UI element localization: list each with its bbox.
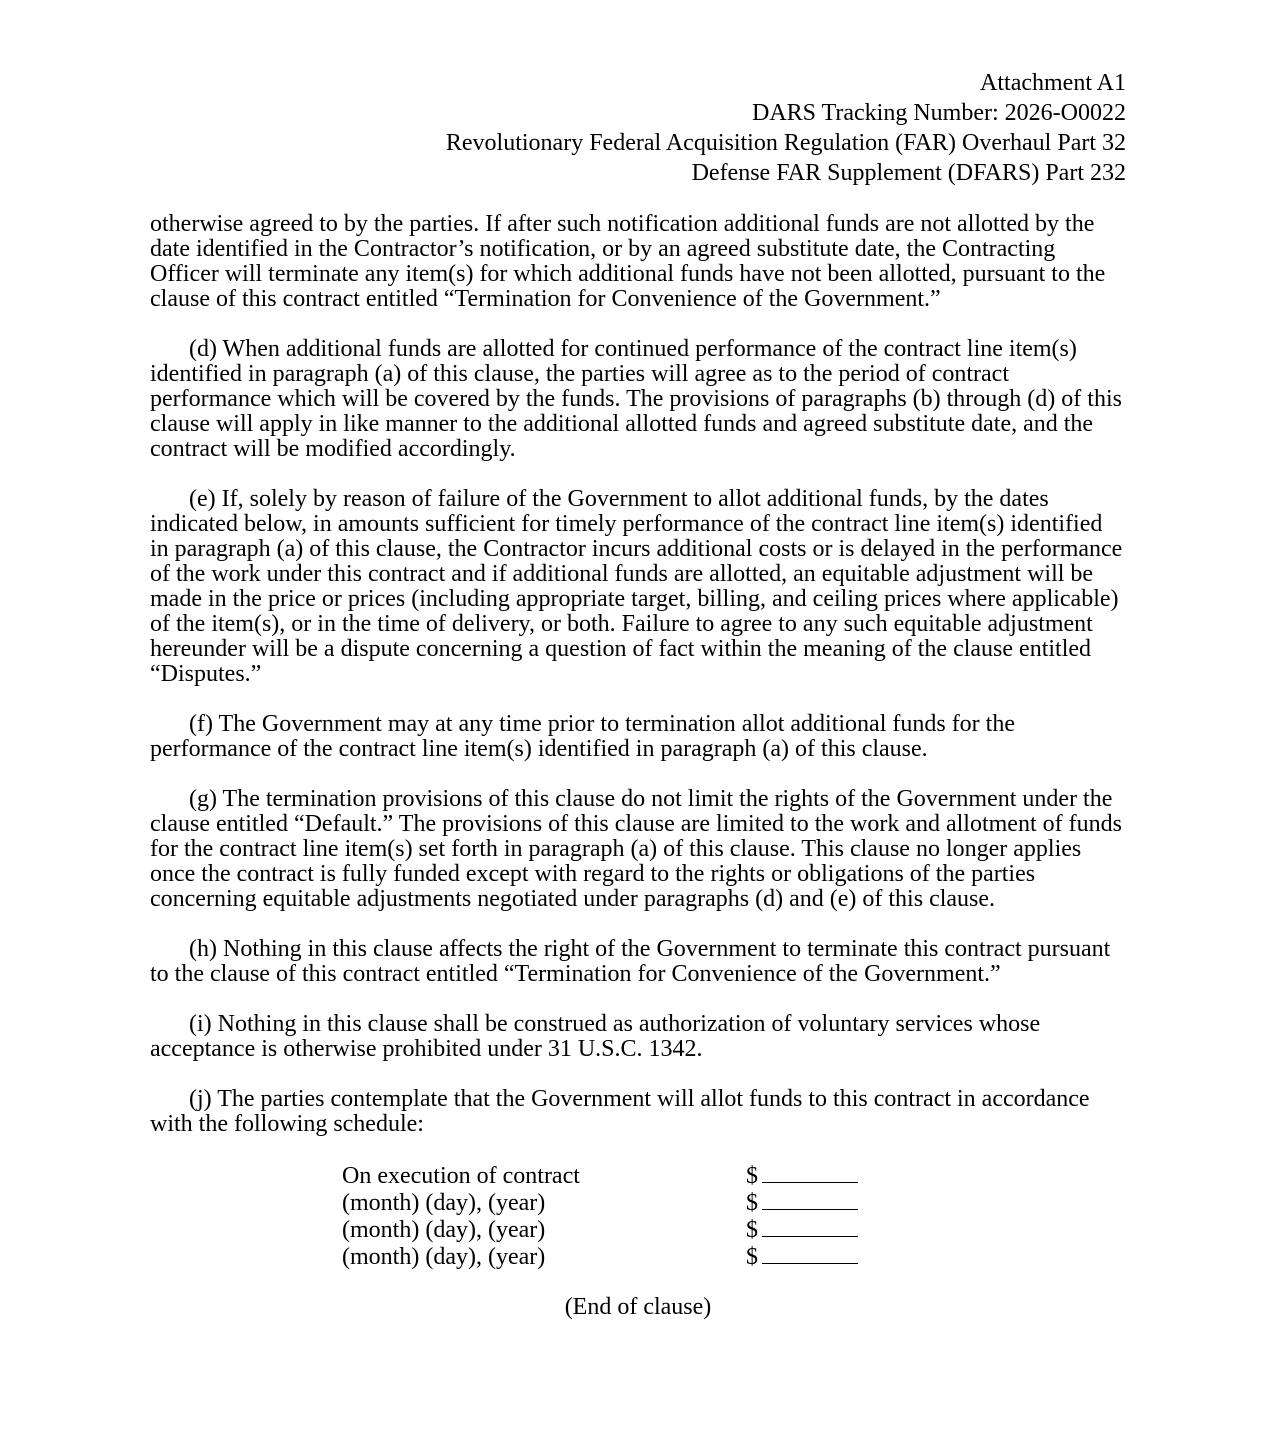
paragraph-continued: otherwise agreed to by the parties. If after such notification additional funds are not allotted by the date identified in the Contractor’s notification, or by an agreed substitute date, the Contracting Officer will terminate any item(s) for which additional funds have not been allotted, pursuant to the clause of this contract entitled “Termination for Convenience of the Government.” <box>150 211 1106 312</box>
amount-blank-line <box>762 1162 858 1183</box>
paragraph-h: (h) Nothing in this clause affects the right of the Government to terminate this contract pursuant to the clause of this contract entitled “Termination for Convenience of the Government.” <box>150 936 1111 987</box>
paragraph-j: (j) The parties contemplate that the Government will allot funds to this contract in accordance with the following schedule: <box>150 1086 1090 1137</box>
schedule-label: On execution of contract <box>342 1163 580 1189</box>
amount-blank-line <box>762 1189 858 1210</box>
schedule-amount <box>746 1243 858 1270</box>
paragraph-d: (d) When additional funds are allotted for continued performance of the contract line item(s) identified in paragraph (a) of this clause, the parties will agree as to the period of contract performance which will be covered by the funds. The provisions of paragraphs (b) through (d) of this clause will apply in like manner to the additional allotted funds and agreed substitute date, and the contract will be modified accordingly. <box>150 336 1122 462</box>
paragraph-e: (e) If, solely by reason of failure of the Government to allot additional funds, by the dates indicated below, in amounts sufficient for timely performance of the contract line item(s) identified in paragraph (a) of this clause, the Contractor incurs additional costs or is delayed in the performance of the work under this contract and if additional funds are allotted, an equitable adjustment will be made in the price or prices (including appropriate target, billing, and ceiling prices where applicable) of the item(s), or in the time of delivery, or both. Failure to agree to any such equitable adjustment hereunder will be a dispute concerning a question of fact within the meaning of the clause entitled “Disputes.” <box>150 486 1123 687</box>
currency-symbol: $ <box>746 1244 758 1270</box>
schedule-row <box>342 1243 902 1270</box>
header-far-part: Revolutionary Federal Acquisition Regulation (FAR) Overhaul Part 32 <box>445 130 1126 156</box>
currency-symbol: $ <box>746 1217 758 1243</box>
schedule-label: (month) (day), (year) <box>342 1190 546 1216</box>
page-header <box>150 68 1126 188</box>
paragraph-i: (i) Nothing in this clause shall be construed as authorization of voluntary services whose acceptance is otherwise prohibited under 31 U.S.C. 1342. <box>150 1011 1041 1062</box>
schedule-row <box>342 1216 902 1243</box>
paragraph-f: (f) The Government may at any time prior to termination allot additional funds for the performance of the contract line item(s) identified in paragraph (a) of this clause. <box>150 711 1015 762</box>
currency-symbol: $ <box>746 1163 758 1189</box>
currency-symbol: $ <box>746 1190 758 1216</box>
schedule-label: (month) (day), (year) <box>342 1217 546 1243</box>
header-tracking-number: DARS Tracking Number: 2026-O0022 <box>751 100 1126 126</box>
header-dfars-part: Defense FAR Supplement (DFARS) Part 232 <box>691 160 1126 186</box>
schedule-amount <box>746 1189 858 1216</box>
schedule-row <box>342 1189 902 1216</box>
document-body <box>150 212 1126 1320</box>
schedule-row <box>342 1162 902 1189</box>
schedule-amount <box>746 1216 858 1243</box>
header-attachment: Attachment A1 <box>980 70 1126 96</box>
schedule-label: (month) (day), (year) <box>342 1244 546 1270</box>
document-page <box>150 68 1126 1320</box>
schedule-amount <box>746 1162 858 1189</box>
amount-blank-line <box>762 1216 858 1237</box>
end-of-clause: (End of clause) <box>564 1294 712 1320</box>
paragraph-g: (g) The termination provisions of this clause do not limit the rights of the Government under the clause entitled “Default.” The provisions of this clause are limited to the work and allotment of funds for the contract line item(s) set forth in paragraph (a) of this clause. This clause no longer applies once the contract is fully funded except with regard to the rights or obligations of the parties concerning equitable adjustments negotiated under paragraphs (d) and (e) of this clause. <box>150 786 1122 912</box>
funding-schedule <box>342 1162 902 1270</box>
amount-blank-line <box>762 1243 858 1264</box>
